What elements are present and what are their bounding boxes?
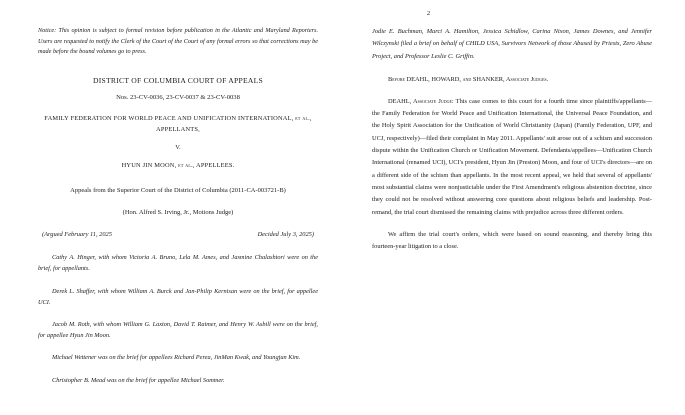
page-number: 2: [426, 10, 431, 17]
counsel-entry: Cathy A. Hinger, with whom Victoria A. Bruno, Lela M. Ames, and Jasmine Chalashtori were on the brief, for appellants.: [38, 254, 318, 273]
opinion-paragraph: [372, 96, 652, 219]
decided-date: Decided July 3, 2025): [257, 231, 314, 239]
case-numbers: Nos. 23-CV-0036, 23-CV-0037 & 23-CV-0038: [116, 93, 240, 101]
opinion-paragraph: We affirm the trial court's orders, which were based on sound reasoning, and thereby bring this fourteen-year litigation to a close.: [372, 230, 652, 251]
opinion-paragraph-text: This case comes to this court for a fourth time since plaintiffs/appellants—the Family Federation for World Peace and Unification International, the Universal Peace Foundation, and the Holy Spirit Association for the Unification of World Christianity (Japan) (Family Federation, UPF, and UCJ, respectively)—filed their complaint in May 2011. Appellants' suit arose out of a schism and succession dispute within the Unification Church or Unification Movement. Defendants/appellees—Unification Church International (renamed UCI), UCI's president, Hyun Jin (Preston) Moon, and four of UCI's directors—are on a different side of the schism than appellants. In the most recent appeal, we held that several of appellants' most substantial claims were nonjusticiable under the First Amendment's religious abstention doctrine, since they could not be resolved without answering core questions about religious beliefs and leadership. Post-remand, the trial court dismissed the remaining claims with prejudice across three different orders.: [372, 97, 652, 216]
argued-decided-dates: [38, 231, 318, 238]
amici-counsel: Jodie E. Buchman, Marci A. Hamilton, Jessica Schidlow, Carina Nixon, James Downes, and Jennifer Wilczynski filed a brief on behalf of CHILD USA, Survivors Network of those Abused by Priests, Zero Abuse Project, and Professor Leslie C. Griffin.: [372, 28, 652, 60]
appellees-caption: HYUN JIN MOON, et al., APPELLEES.: [121, 162, 235, 170]
counsel-entry: Michael Wettener was on the brief for appellees Richard Perea, JinMan Kwak, and Youngjun Kim.: [52, 354, 301, 362]
court-title: DISTRICT OF COLUMBIA COURT OF APPEALS: [93, 75, 263, 85]
left-column: [38, 26, 318, 386]
right-column: [372, 26, 652, 263]
versus-label: V.: [175, 144, 181, 152]
argued-date: (Argued February 11, 2025: [42, 231, 112, 239]
counsel-entry: Derek L. Shaffer, with whom William A. Burck and Jan-Philip Kernisan were on the brief, for appellee UCI.: [38, 287, 318, 306]
counsel-entry: Jacob M. Roth, with whom William G. Laxton, David T. Raimer, and Henry W. Asbill were on the brief, for appellee Hyun Jin Moon.: [38, 321, 318, 340]
motions-judge: (Hon. Alfred S. Irving, Jr., Motions Judge): [122, 209, 234, 217]
judicial-panel: Before DEAHL, HOWARD, and SHANKER, Associate Judges.: [388, 75, 549, 83]
appeal-source: Appeals from the Superior Court of the District of Columbia (2011-CA-003721-B): [70, 186, 286, 194]
counsel-entry: Christopher B. Mead was on the brief for appellee Michael Sommer.: [52, 376, 225, 384]
publication-notice: Notice: This opinion is subject to formal revision before publication in the Atlantic and Maryland Reporters. Users are requested to notify the Clerk of the Court of the Court of any formal errors so that corrections may be made before the bound volumes go to press.: [38, 27, 318, 56]
appellants-caption: FAMILY FEDERATION FOR WORLD PEACE AND UNIFICATION INTERNATIONAL, et al., APPELLANTS,: [44, 114, 312, 134]
opinion-author: DEAHL, Associate Judge:: [388, 97, 454, 105]
